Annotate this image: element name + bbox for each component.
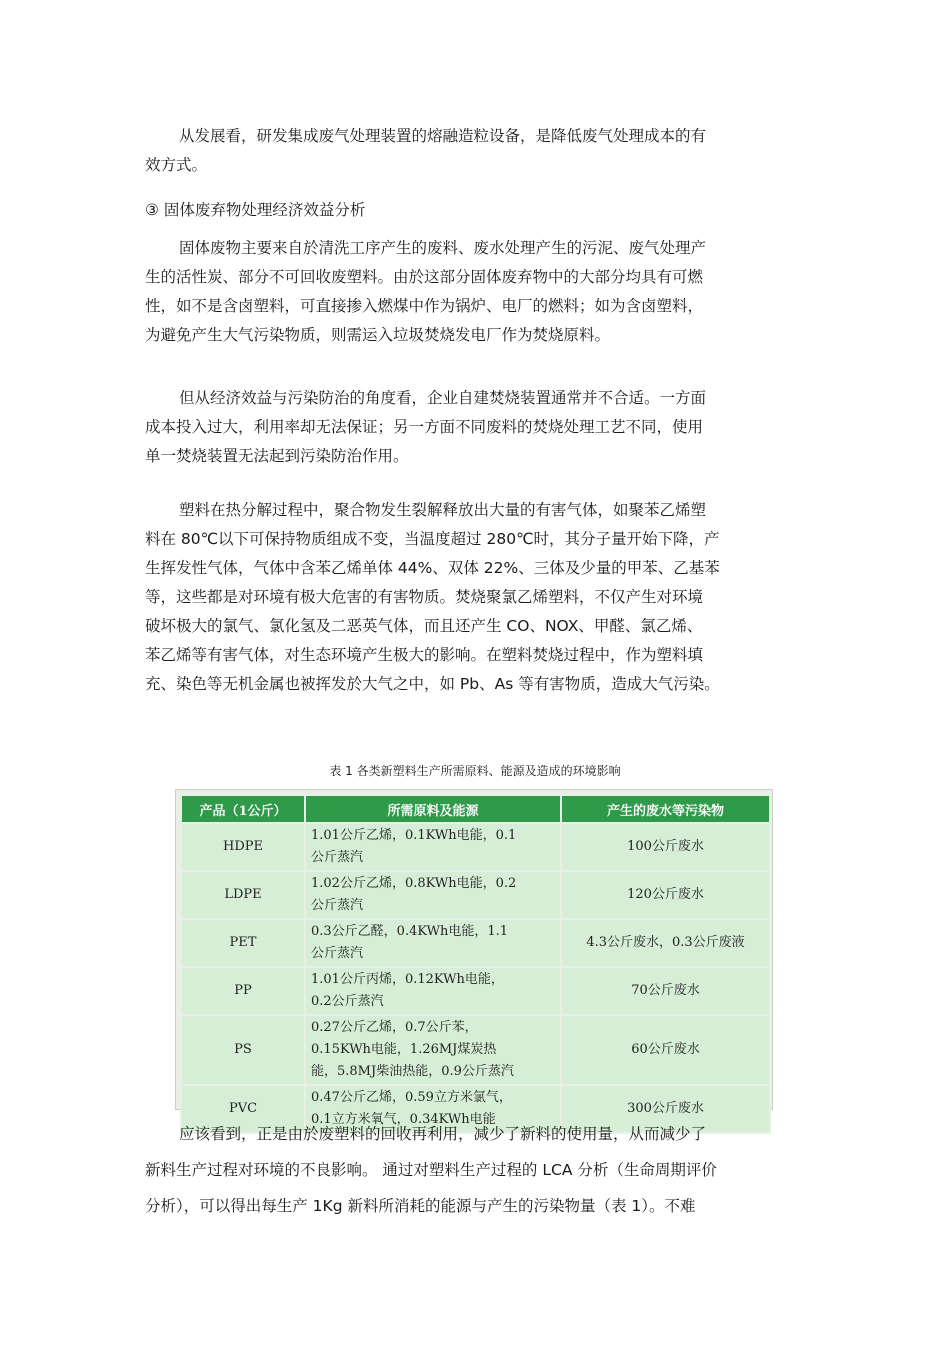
- cell-materials: [305, 823, 561, 871]
- cell-product: LDPE: [181, 871, 305, 919]
- cell-materials: [305, 871, 561, 919]
- cell-line: 0.27公斤乙烯，0.7公斤苯，: [311, 1020, 478, 1035]
- paragraph-solid-waste-sources: [145, 234, 795, 350]
- text-line: 生的活性炭、部分不可回收废塑料。由於这部分固体废弃物中的大部分均具有可燃: [145, 268, 704, 286]
- cell-product: PP: [181, 967, 305, 1015]
- cell-materials: [305, 967, 561, 1015]
- header-pollutants: 产生的废水等污染物: [561, 795, 770, 823]
- text-line: 成本投入过大，利用率却无法保证；另一方面不同废料的焚烧处理工艺不同，使用: [145, 418, 704, 436]
- text-line: 单一焚烧装置无法起到污染防治作用。: [145, 447, 409, 465]
- cell-product: PS: [181, 1015, 305, 1085]
- paragraph-recycling-benefits: [145, 1120, 795, 1221]
- header-materials: 所需原料及能源: [305, 795, 561, 823]
- cell-pollutants: 100公斤废水: [561, 823, 770, 871]
- cell-line: 公斤蒸汽: [311, 898, 364, 913]
- cell-line: 1.02公斤乙烯，0.8KWh电能，0.2: [311, 876, 517, 891]
- paragraph-thermal-decomposition: [145, 496, 795, 699]
- paragraph-waste-gas-conclusion: [145, 122, 795, 180]
- cell-pollutants: 300公斤废水: [561, 1085, 770, 1133]
- cell-product: PVC: [181, 1085, 305, 1133]
- cell-materials: [305, 1015, 561, 1085]
- header-product: 产品（1公斤）: [181, 795, 305, 823]
- text-line: 料在 80℃以下可保持物质组成不变，当温度超过 280℃时，其分子量开始下降，产: [145, 530, 720, 548]
- table-row: [181, 919, 770, 967]
- text-line: 但从经济效益与污染防治的角度看，企业自建焚烧装置通常并不合适。一方面: [179, 389, 707, 407]
- text-line: 苯乙烯等有害气体，对生态环境产生极大的影响。在塑料焚烧过程中，作为塑料填: [145, 646, 704, 664]
- text-line: 新料生产过程对环境的不良影响。 通过对塑料生产过程的 LCA 分析（生命周期评价: [145, 1161, 717, 1179]
- cell-line: 0.15KWh电能，1.26MJ煤炭热: [311, 1042, 497, 1057]
- table-caption: 表 1 各类新塑料生产所需原料、能源及造成的环境影响: [329, 764, 621, 778]
- text-line: 等，这些都是对环境有极大危害的有害物质。焚烧聚氯乙烯塑料，不仅产生对环境: [145, 588, 704, 606]
- text-line: 性，如不是含卤塑料，可直接掺入燃煤中作为锅炉、电厂的燃料；如为含卤塑料，: [145, 297, 704, 315]
- cell-line: 0.2公斤蒸汽: [311, 994, 384, 1009]
- paragraph-incineration-economics: [145, 384, 795, 471]
- cell-line: 1.01公斤乙烯，0.1KWh电能，0.1: [311, 828, 517, 843]
- cell-line: 公斤蒸汽: [311, 946, 364, 961]
- cell-pollutants: 120公斤废水: [561, 871, 770, 919]
- text-line: 充、染色等无机金属也被挥发於大气之中，如 Pb、As 等有害物质，造成大气污染。: [145, 675, 720, 693]
- text-line: 效方式。: [145, 156, 208, 174]
- cell-line: 0.47公斤乙烯，0.59立方米氯气，: [311, 1090, 512, 1105]
- cell-line: 公斤蒸汽: [311, 850, 364, 865]
- text-line: 固体废物主要来自於清洗工序产生的废料、废水处理产生的污泥、废气处理产: [179, 239, 707, 257]
- table-row: [181, 967, 770, 1015]
- cell-product: HDPE: [181, 823, 305, 871]
- table-row: [181, 823, 770, 871]
- text-line: 为避免产生大气污染物质，则需运入垃圾焚烧发电厂作为焚烧原料。: [145, 326, 611, 344]
- text-line: 塑料在热分解过程中，聚合物发生裂解释放出大量的有害气体，如聚苯乙烯塑: [179, 501, 707, 519]
- cell-line: 0.1立方米氧气，0.34KWh电能: [311, 1112, 496, 1127]
- table-row: [181, 871, 770, 919]
- cell-pollutants: 4.3公斤废水，0.3公斤废液: [561, 919, 770, 967]
- table-header-row: [181, 795, 770, 823]
- cell-line: 0.3公斤乙醛，0.4KWh电能，1.1: [311, 924, 509, 939]
- text-line: 破坏极大的氯气、氯化氢及二恶英气体，而且还产生 CO、NOX、甲醛、氯乙烯、: [145, 617, 703, 635]
- cell-pollutants: 60公斤废水: [561, 1015, 770, 1085]
- heading-text: ③ 固体废弃物处理经济效益分析: [145, 201, 366, 219]
- plastics-production-table-frame: [175, 789, 773, 1127]
- table-row: [181, 1015, 770, 1085]
- section-heading-solid-waste: [145, 196, 795, 225]
- text-line: 分析），可以得出每生产 1Kg 新料所消耗的能源与产生的污染物量（表 1）。不难: [145, 1197, 696, 1215]
- cell-line: 能，5.8MJ柴油热能，0.9公斤蒸汽: [311, 1064, 514, 1079]
- cell-materials: [305, 919, 561, 967]
- cell-pollutants: 70公斤废水: [561, 967, 770, 1015]
- cell-product: PET: [181, 919, 305, 967]
- text-line: 应该看到，正是由於废塑料的回收再利用，减少了新料的使用量，从而减少了: [179, 1125, 707, 1143]
- plastics-production-table: [180, 794, 771, 1134]
- text-line: 生挥发性气体，气体中含苯乙烯单体 44%、双体 22%、三体及少量的甲苯、乙基苯: [145, 559, 720, 577]
- text-line: 从发展看，研发集成废气处理装置的熔融造粒设备，是降低废气处理成本的有: [179, 127, 707, 145]
- cell-line: 1.01公斤丙烯，0.12KWh电能，: [311, 972, 504, 987]
